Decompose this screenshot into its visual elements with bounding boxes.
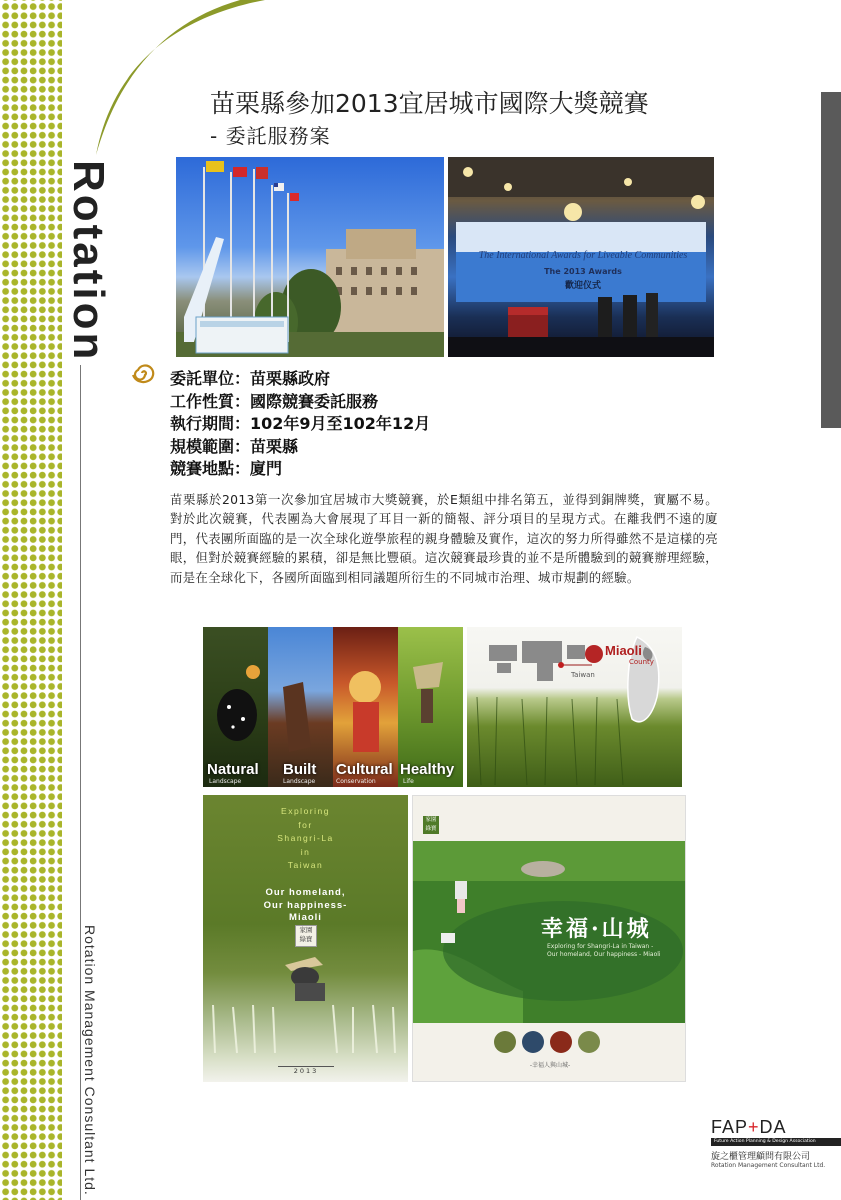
info-client: 委託單位：苗栗縣政府: [170, 369, 331, 388]
description-paragraph: 苗栗縣於2013第一次參加宜居城市大獎競賽，於E類組中排名第五，並得到銅牌獎，實屬不易。對於此次競賽，代表團為大會展現了耳目一新的簡報、評分項目的呈現方式。在離我們不遠的廈門，代表團所面臨的是一次全球化遊學旅程的親身體驗及實作，這次的努力所得雖然不是這樣的亮眼，但對於競賽經驗的累積，卻是無比豐碩。這次競賽最珍貴的並不是所體驗到的競賽辦理經驗，而是在全球化下，各國所面臨到相同議題所衍生的不同城市治理、城市規劃的經驗。: [170, 492, 718, 585]
map-county-label: County: [629, 658, 654, 666]
booklet-cover-left: [203, 795, 408, 1082]
fapda-logo-text: FAP+DA: [711, 1117, 787, 1137]
spiral-bullet-icon: [128, 358, 158, 388]
photo-flags-hotel: [176, 157, 444, 357]
collage-caption-cultural: Cultural: [336, 761, 393, 778]
booklet-right-sub1: Exploring for Shangri-La in Taiwan -: [547, 943, 654, 950]
info-scope: 規模範圍：苗栗縣: [170, 436, 299, 456]
booklet-right-headline: 幸福·山城: [541, 916, 652, 942]
booklet-left-exploring-text: Exploring for Shangri-La in Taiwan: [277, 806, 334, 870]
right-edge-bar: [821, 92, 841, 428]
ceremony-banner-sub: The 2013 Awards: [544, 267, 622, 276]
company-vertical-text: Rotation Management Consultant Ltd.: [82, 925, 98, 1196]
collage-subcaption-healthy: Life: [403, 778, 414, 785]
page-subtitle: - 委託服務案: [210, 124, 331, 148]
collage-caption-natural: Natural: [207, 761, 259, 778]
booklet-right-bottom-text: -幸福人與山城-: [529, 1062, 571, 1069]
map-country-label: Taiwan: [571, 671, 595, 679]
info-location: 競賽地點：廈門: [170, 459, 283, 478]
booklet-left-seal: 家園 綠寶: [295, 925, 317, 947]
booklet-left-year: 2013: [278, 1066, 334, 1075]
collage-subcaption-built: Landscape: [283, 778, 316, 785]
collage-subcaption-cultural: Conservation: [336, 778, 376, 785]
dotted-border-pattern: [0, 0, 62, 1200]
photo-award-ceremony: [448, 157, 714, 357]
collage-subcaption-natural: Landscape: [209, 778, 242, 785]
map-place-name: Miaoli: [605, 643, 642, 658]
ceremony-banner-cn: 歡迎仪式: [564, 281, 601, 291]
booklet-cover-right: [412, 795, 686, 1082]
company-name-en: Rotation Management Consultant Ltd.: [711, 1162, 826, 1169]
fapda-tagline: Future Action Planning & Design Association: [711, 1138, 841, 1146]
company-name-cn: 旋之櫃管理顧問有限公司: [711, 1152, 811, 1162]
booklet-left-homeland-text: Our homeland, Our happiness- Miaoli: [263, 887, 348, 923]
info-period: 執行期間：102年9月至102年12月: [170, 414, 431, 433]
booklet-right-sub2: Our homeland, Our happiness - Miaoli: [547, 951, 661, 958]
collage-caption-healthy: Healthy: [400, 761, 455, 778]
ceremony-banner-title: The International Awards for Liveable Communities: [478, 250, 688, 261]
collage-caption-built: Built: [283, 761, 317, 778]
map-miaoli-panel: [467, 627, 682, 787]
booklet-right-seal: 家園 綠寶: [423, 816, 439, 834]
collage-four-themes: [203, 627, 463, 787]
project-info-list: [170, 368, 430, 481]
footer-logo: [711, 1117, 841, 1169]
info-work-type: 工作性質：國際競賽委託服務: [170, 391, 379, 411]
page-title: 苗栗縣參加2013宜居城市國際大獎競賽: [210, 89, 649, 118]
brand-vertical-text: Rotation: [64, 160, 113, 363]
